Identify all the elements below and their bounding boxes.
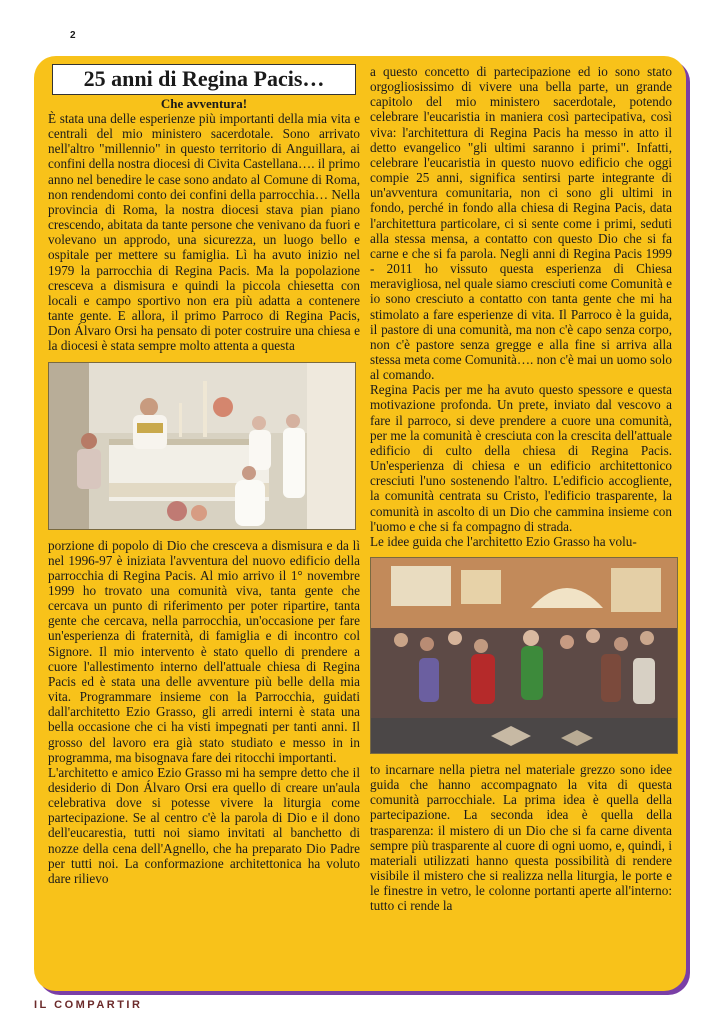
article-subtitle: Che avventura! (160, 96, 248, 111)
footer-logo (32, 994, 182, 1014)
paragraph-new-building: porzione di popolo di Dio che cresceva a dismisura e da lì nel 1996-97 è iniziata l'avventura del nuovo edificio della parrocchia di Regina Pacis. Al mio arrivo il 1° novembre 1999 ho trovato una comunità viva, tanta gente che cercava un punto di riferimento per poter ripartire, tanta gente che cercava, nella parrocchia, un'occasione per fare un'esperienza di fraternità, di famiglia e di incontro col Signore. Il mio intervento è stato quello di prendere a cuore l'allestimento interno dell'attuale chiesa di Regina Pacis ed è stata una delle avventure più belle della mia vita. Programmare insieme con la Parrocchia, guidati dall'architetto Ezio Grasso, gli arredi interni è stata una bella occasione che ci ha visti impegnati per tanti anni. Il grosso del lavoro era già stato studiato e messo in in programma, ma bisognava fare dei ritocchi importanti. (48, 537, 360, 765)
left-column (48, 64, 360, 886)
paragraph-intro: È stata una delle esperienze più importanti della mia vita e centrali del mio ministero sacerdotale. Sono arrivato nell'altro "millennio" in questo territorio di Anguillara, ai confini della nostra diocesi di Civita Castellana…. il primo anno nel benedire le case sono andato al Comune di Roma, non rendendomi conto dei confini della parrocchia… Nella provincia di Roma, la nostra diocesi stava pian piano crescendo, abitata da tante persone che venivano da fuori e volevano un approdo, una sicurezza, un luogo bello e ospitale per mettere su famiglia. Lì ha avuto inizio nel 1979 la parrocchia di Regina Pacis. Ma la popolazione cresceva a dismisura e quindi la piccola chiesetta con locali e campo sportivo non era più adatta a contenere tante gente. E allora, il primo Parroco di Regina Pacis, Don Álvaro Orsi ha pensato di poter costruire una chiesa e la diocesi è stata sempre molto attenta a questa (48, 111, 360, 354)
article-title: 25 anni di Regina Pacis… (52, 64, 356, 95)
photo-church-congregation (370, 557, 678, 754)
paragraph-participation: a questo concetto di partecipazione ed io sono stato orgogliosissimo di vivere una bella parte, un grande capitolo del mio ministero sacerdotale, potendo celebrare l'eucaristia in maniera così partecipativa, così viva: l'architettura di Regina Pacis ha messo in atto il detto evangelico "gli ultimi saranno i primi". Infatti, celebrare l'eucaristia in questo nuovo edificio che oggi compie 25 anni, significa sentirsi parte integrante di un'avventura comunitaria, non ci sono gli ultimi in fondo, perché in fondo alla chiesa di Regina Pacis, data l'architettura particolare, ci si sente come i primi, seduti alla stessa mensa, a contatto con questo Dio che si fa carne e che si fa parola. Negli anni di Regina Pacis 1999 - 2011 ho vissuto questa esperienza di Chiesa meravigliosa, nel quale siamo cresciuti come Comunità e io sono cresciuto a contatto con tanta gente che mi ha stimolato a fare esperienze di vita. Il Parroco è la guida, il pastore di una comunità, ma non c'è capo senza corpo, non c'è pastore senza gregge e alla fine si arriva alla stessa meta come Comunità…. non c'è mai un uomo solo al comando. (370, 64, 672, 383)
footer-text: IL COMPARTIR (34, 999, 143, 1011)
right-column (370, 64, 672, 914)
photo-altar-ceremony (48, 362, 356, 530)
paragraph-transparency: to incarnare nella pietra nel materiale grezzo sono idee guida che hanno accompagnato la vita di questa comunità parrocchiale. La prima idea è quella della partecipazione. La seconda idea è quella della trasparenza: il mistero di un Dio che si fa carne diventa sempre più trasparente al cuore di ogni uomo, e, quindi, i materiali utilizzati hanno questa possibilità di rendere visibile il mistero che si realizza nella liturgia, le porte e le finestre in vetro, le colonne portanti aperte all'interno: tutto ci rende la (370, 762, 672, 914)
page-number: 2 (70, 30, 76, 41)
paragraph-guiding-ideas: Le idee guida che l'architetto Ezio Grasso ha volu- (370, 533, 637, 549)
paragraph-architect: L'architetto e amico Ezio Grasso mi ha sempre detto che il desiderio di Don Álvaro Orsi era quello di creare un'aula celebrativa dove si potesse vivere la liturgia come partecipazione. Se al centro c'è la parola di Dio e il dono dell'eucarestia, tutti noi siamo invitati al banchetto di nozze della cena dell'Agnello, che ha preparato Dio Padre per tutti noi. La conformazione architettonica ha voluto dare rilievo (48, 764, 360, 886)
article-panel (34, 56, 686, 991)
paragraph-community: Regina Pacis per me ha avuto questo spessore e questa motivazione profonda. Un prete, inviato dal vescovo a fare il parroco, si deve prendere a cuore una comunità, per me la comunità è cresciuta con la crescita dell'attuale edificio di culto della chiesa di Regina Pacis. Un'esperienza di chiesa e un edificio architettonico cresciuti l'uno sostenendo l'altro. L'edificio accogliente, la comunità centrata su Cristo, l'edificio trasparente, la comunità in ascolto di un Dio che cammina insieme con l'uomo e che si fa compagno di strada. (370, 382, 672, 534)
